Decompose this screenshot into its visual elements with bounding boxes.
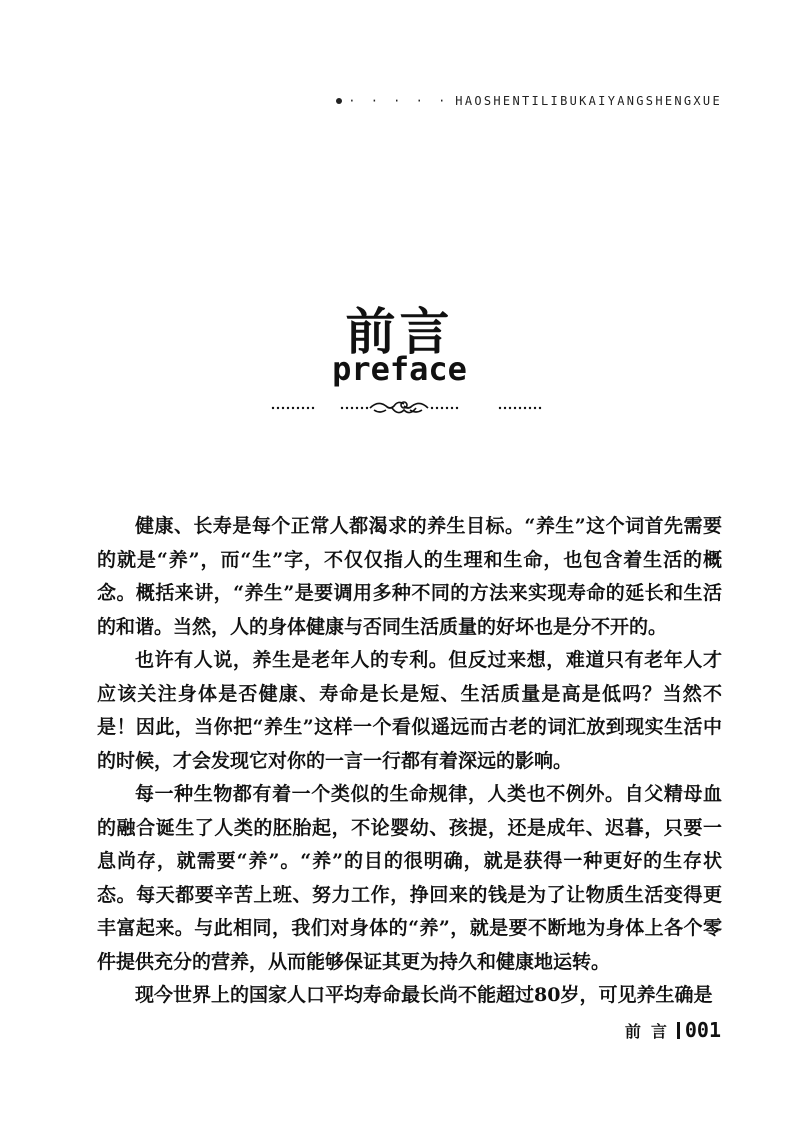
page-title: 前言 [345,303,454,361]
running-header [336,94,722,108]
running-title: HAOSHENTILIBUKAIYANGSHENGXUE [455,94,722,108]
page-subtitle: preface [332,350,467,388]
page-footer [625,1018,721,1042]
dotted-leader: · · · · · [348,94,450,108]
footer-label: 前言 [624,1021,677,1041]
page-number: 001 [684,1018,721,1042]
paragraph: 也许有人说，养生是老年人的专利。但反过来想，难道只有老年人才应该关注身体是否健康、寿命是长是短、生活质量是高是低吗？当然不是！因此，当你把“养生”这样一个看似遥远而古老的词汇放到现实生活中的时候，才会发现它对你的一言一行都有着深远的影响。 [97,649,722,772]
bullet-icon [336,98,342,104]
preface-body [97,510,722,1013]
paragraph: 每一种生物都有着一个类似的生命规律，人类也不例外。自父精母血的融合诞生了人类的胚胎起，不论婴幼、孩提，还是成年、迟暮，只要一息尚存，就需要“养”。“养”的目的很明确，就是获得一种更好的生存状态。每天都要辛苦上班、努力工作，挣回来的钱是为了让物质生活变得更丰富起来。与此相同，我们对身体的“养”，就是要不断地为身体上各个零件提供充分的营养，从而能够保证其更为持久和健康地运转。 [97,783,722,973]
ornament-divider-icon [270,394,542,418]
paragraph: 现今世界上的国家人口平均寿命最长尚不能超过80岁，可见养生确是 [135,984,713,1006]
paragraph: 健康、长寿是每个正常人都渴求的养生目标。“养生”这个词首先需要的就是“养”，而“生”字，不仅仅指人的生理和生命，也包含着生活的概念。概括来讲，“养生”是要调用多种不同的方法来实现寿命的延长和生活的和谐。当然，人的身体健康与否同生活质量的好坏也是分不开的。 [97,515,722,638]
footer-divider [677,1022,680,1039]
